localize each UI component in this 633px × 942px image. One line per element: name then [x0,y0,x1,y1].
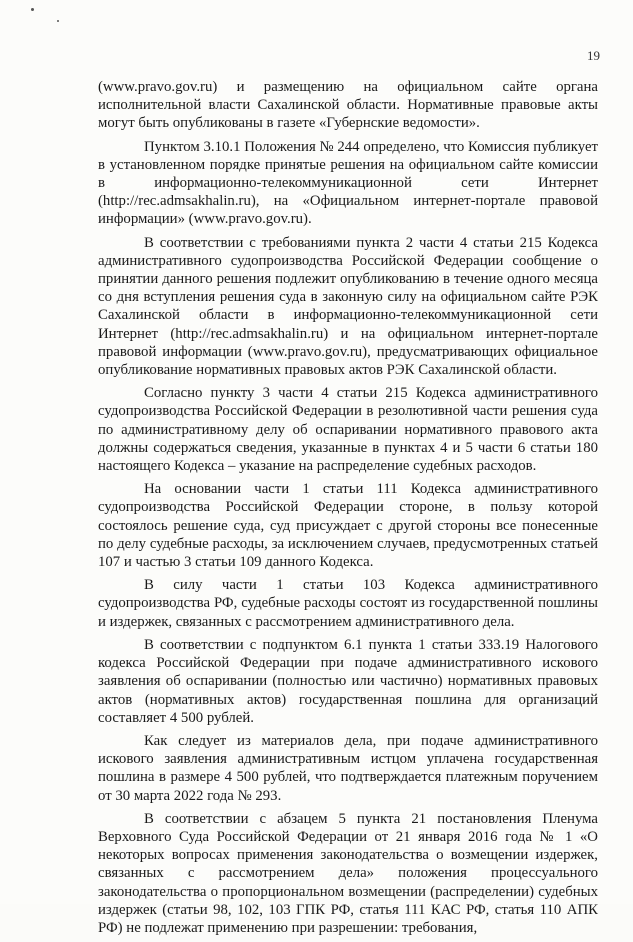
paragraph: Как следует из материалов дела, при подаче административного искового заявления административным истцом уплачена государственная пошлина в размере 4 500 рублей, что подтверждается платежным поручением от 30 марта 2022 года № 293. [98,732,598,804]
page-number: 19 [587,48,600,63]
paragraph: Согласно пункту 3 части 4 статьи 215 Кодекса административного судопроизводства Российской Федерации в резолютивной части решения суда по административному делу об оспаривании нормативного правового акта должны содержаться сведения, указанные в пунктах 4 и 5 части 6 статьи 180 настоящего Кодекса – указание на распределение судебных расходов. [98,385,598,475]
paragraph: (www.pravo.gov.ru) и размещению на официальном сайте органа исполнительной власти Сахалинской области. Нормативные правовые акты могут быть опубликованы в газете «Губернские ведомости». [98,79,598,132]
paragraph: На основании части 1 статьи 111 Кодекса административного судопроизводства Российской Федерации стороне, в пользу которой состоялось решение суда, суд присуждает с другой стороны все понесенные по делу судебные расходы, за исключением случаев, предусмотренных статьей 107 и частью 3 статьи 109 данного Кодекса. [98,481,598,571]
paragraph: В силу части 1 статьи 103 Кодекса административного судопроизводства РФ, судебные расходы состоят из государственной пошлины и издержек, связанных с рассмотрением административного дела. [98,577,598,630]
paragraph: Пунктом 3.10.1 Положения № 244 определено, что Комиссия публикует в установленном порядке принятые решения на официальном сайте комиссии в информационно-телекоммуникационной сети Интернет (http://rec.admsakhalin.ru), на «Официальном интернет-портале правовой информации» (www.pravo.gov.ru). [98,138,598,228]
scan-speck [31,8,34,11]
paragraph: В соответствии с подпунктом 6.1 пункта 1 статьи 333.19 Налогового кодекса Российской Федерации при подаче административного искового заявления об оспаривании (полностью или частично) нормативных правовых актов (нормативных актов) государственная пошлина для организаций составляет 4 500 рублей. [98,636,598,726]
paragraph: В соответствии с абзацем 5 пункта 21 постановления Пленума Верховного Суда Российской Федерации от 21 января 2016 года № 1 «О некоторых вопросах применения законодательства о возмещении издержек, связанных с рассмотрением дела» положения процессуального законодательства о пропорциональном возмещении (распределении) судебных издержек (статьи 98, 102, 103 ГПК РФ, статья 111 КАС РФ, статья 110 АПК РФ) не подлежат применению при разрешении: требования, [98,810,598,936]
document-body [98,78,598,942]
scan-speck [57,20,59,22]
paragraph: В соответствии с требованиями пункта 2 части 4 статьи 215 Кодекса административного судопроизводства Российской Федерации сообщение о принятии данного решения подлежит опубликованию в течение одного месяца со дня вступления решения суда в законную силу на официальном сайте РЭК Сахалинской области в информационно-телекоммуникационной сети Интернет (http://rec.admsakhalin.ru) и на официальном интернет-портале правовой информации (www.pravo.gov.ru), предусматривающих официальное опубликование нормативных правовых актов РЭК Сахалинской области. [98,234,598,379]
